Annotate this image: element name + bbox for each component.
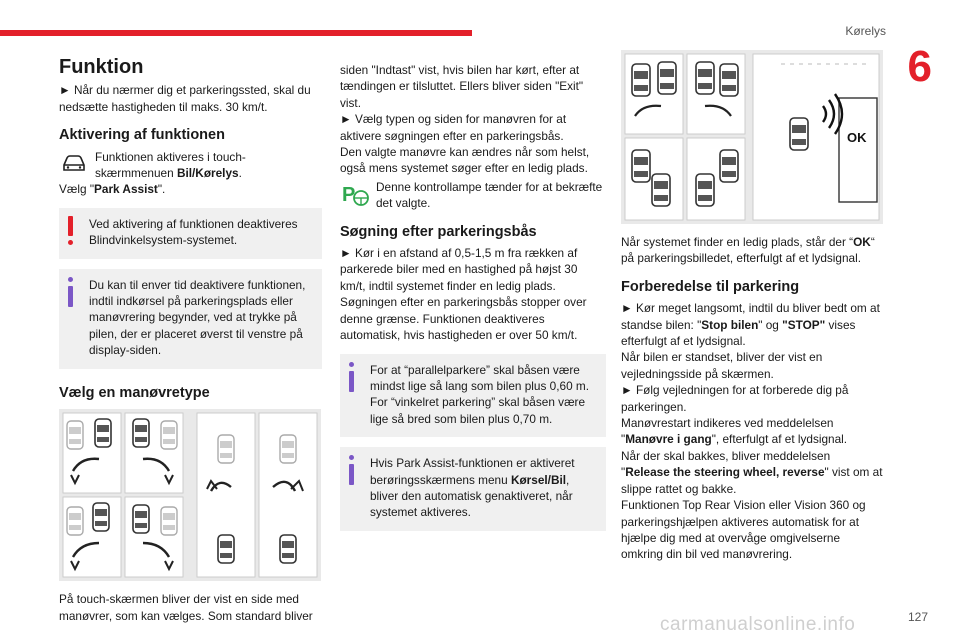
lamp-row: [340, 179, 606, 212]
column-3: [621, 50, 885, 563]
watermark: carmanualsonline.info: [660, 614, 856, 635]
info-reactivation-b: , bliver den automatisk genaktiveret, når systemet aktiveres.: [370, 472, 573, 520]
lamp-text: Denne kontrollampe tænder for at bekræfte det valgte.: [376, 179, 603, 211]
prep7-a: ": [621, 465, 626, 480]
info-callout-reactivation: [340, 447, 606, 531]
activation-text-b: .: [238, 166, 242, 181]
activation-row: [59, 149, 322, 182]
prep7-b: " vist om at slippe rattet og bakke.: [621, 465, 883, 496]
select-text-b: ".: [157, 182, 166, 197]
prep1-stop-bilen: Stop bilen: [701, 317, 759, 332]
prep-text-5: [621, 431, 885, 447]
search-text: ► Kør i en afstand af 0,5-1,5 m fra rækken af parkerede biler med en hastighed på højst 30 km/t, indtil systemet finder en ledig plads. Søgningen efter en parkeringsbås stopper over denne grænse. Funktionen deaktiveres automatisk, hvis hastigheden er over 50 km/t.: [340, 246, 587, 343]
info-perpendicular-text: For “vinkelret parkering” skal båsen være lige så bred som bilen plus 0,70 m.: [370, 395, 586, 426]
found-text-a: Når systemet finder en ledig plads, står der “: [621, 235, 854, 249]
prep1-stop: "STOP": [782, 317, 826, 332]
found-text: [621, 234, 885, 267]
intro-text: ► Når du nærmer dig et parkeringssted, skal du nedsætte hastigheden til maks. 30 km/t.: [59, 83, 311, 114]
select-text-a: Vælg ": [59, 182, 95, 197]
info-icon: [349, 362, 355, 392]
warning-icon: [68, 216, 74, 246]
info-reactivation-text: [370, 455, 597, 521]
activation-menu-path: Bil/Kørelys: [176, 166, 239, 181]
prep5-b: ", efterfulgt af et lydsignal.: [711, 432, 848, 447]
prep-heading: Forberedelse til parkering: [621, 278, 800, 295]
warning-callout: [59, 208, 322, 259]
prep-text-8: Funktionen Top Rear Vision eller Vision 360 og parkeringshjælpen aktiveres automatisk for at hjælpe dig med at overvåge omgivelserne omkring din bil ved manøvrering.: [621, 498, 866, 562]
activation-text: [95, 149, 322, 182]
prep5-message: Manøvre i gang: [625, 432, 712, 447]
park-assist-lamp-icon: [340, 179, 370, 209]
maneuver-type-diagram: [59, 409, 321, 581]
found-text-b: “ på parkeringsbilledet, efterfulgt af et lydsignal.: [621, 235, 875, 266]
prep-text-3: ► Følg vejledningen for at forberede dig på parkeringen.: [621, 383, 849, 414]
info-text: Du kan til enver tid deaktivere funktionen, indtil indkørsel på parkeringsplads eller manøvrering begynder, ved at trykke på pilen, der er placeret øverst til venstre på display-siden.: [89, 277, 306, 358]
info-reactivation-menu: Kørsel/Bil: [510, 472, 567, 487]
prep-text-7: [621, 464, 885, 497]
select-option: Park Assist: [94, 182, 158, 197]
ok-label: OK: [847, 130, 867, 145]
info-callout-dimensions: [340, 354, 606, 438]
prep-text-4: Manøvrestart indikeres ved meddelelsen: [621, 416, 834, 431]
section-title: Funktion: [59, 56, 144, 78]
chapter-number: 6: [907, 42, 932, 91]
info-parallel-text: For at “parallelparkere” skal båsen være mindst lige så lang som bilen plus 0,60 m.: [370, 362, 590, 393]
col2-text-3: Den valgte manøvre kan ændres når som helst, også mens systemet søger efter en ledig plads.: [340, 145, 590, 176]
car-menu-icon: [59, 149, 89, 179]
prep1-b: vises efterfulgt af et lydsignal.: [621, 317, 856, 349]
column-1: [59, 56, 322, 624]
page-number: 127: [907, 610, 928, 624]
maneuver-heading: Vælg en manøvretype: [59, 384, 210, 401]
column-2: [340, 62, 606, 539]
prep5-a: ": [621, 432, 626, 447]
col2-text-1: siden "Indtast" vist, hvis bilen har kørt, efter at tændingen er tilsluttet. Ellers bliver siden "Exit" vist.: [340, 63, 584, 110]
select-text: [59, 181, 322, 197]
prep-text-6: Når der skal bakkes, bliver meddelelsen: [621, 448, 831, 463]
prep1-a: ► Kør meget langsomt, indtil du bliver bedt om at standse bilen: ": [621, 301, 880, 332]
prep1-mid: " og: [758, 317, 783, 332]
prep-text-1: [621, 300, 885, 349]
activation-heading: Aktivering af funktionen: [59, 127, 225, 144]
info-reactivation-a: Hvis Park Assist-funktionen er aktiveret berøringsskærmens menu: [370, 456, 575, 487]
prep-text-2: Når bilen er standset, bliver der vist en vejledningsside på skærmen.: [621, 350, 823, 381]
svg-text:P: P: [342, 183, 356, 206]
warning-text: Ved aktivering af funktionen deaktiveres Blindvinkelsystem-systemet.: [89, 216, 298, 248]
info-icon: [68, 277, 74, 307]
chapter-title: Kørelys: [845, 24, 886, 38]
found-ok: OK: [853, 235, 871, 249]
space-found-diagram: [621, 50, 883, 224]
info-icon: [349, 455, 355, 485]
col2-text-2: ► Vælg typen og siden for manøvren for at aktivere søgningen efter en parkeringsbås.: [340, 112, 567, 143]
prep7-message: Release the steering wheel, reverse: [625, 465, 825, 480]
search-heading: Søgning efter parkeringsbås: [340, 223, 537, 240]
header-accent-bar: [0, 30, 472, 36]
activation-text-a: Funktionen aktiveres i touch-skærmmenuen: [95, 149, 246, 181]
diagram-caption: På touch-skærmen bliver der vist en side med manøvrer, som kan vælges. Som standard bliver: [59, 592, 313, 623]
info-callout: [59, 269, 322, 369]
